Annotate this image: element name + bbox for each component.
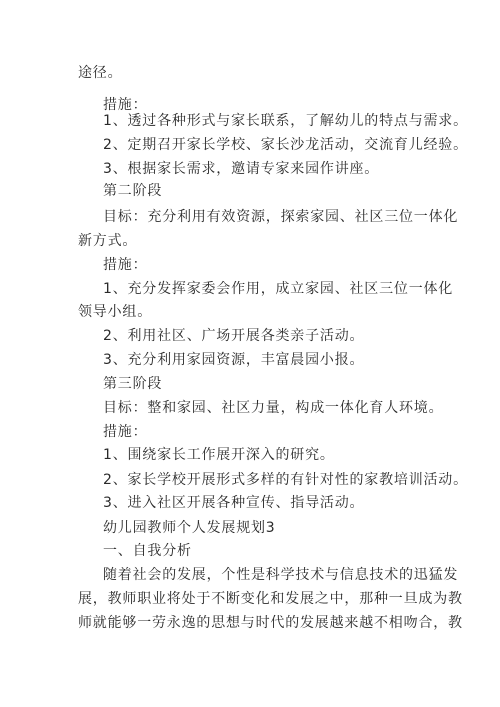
text-line: 措施： — [103, 424, 148, 440]
text-line: 1、透过各种形式与家长联系，了解幼儿的特点与需求。 — [103, 113, 468, 129]
text-line: 目标：充分利用有效资源，探索家园、社区三位一体化 — [103, 209, 459, 225]
text-line: 领导小组。 — [78, 304, 152, 320]
text-line: 2、利用社区、广场开展各类亲子活动。 — [103, 328, 365, 344]
text-line: 措施： — [103, 97, 148, 113]
section-heading: 第二阶段 — [103, 183, 163, 199]
text-line: 措施： — [103, 257, 148, 273]
text-line: 1、围绕家长工作展开深入的研究。 — [103, 447, 335, 463]
text-line: 2、定期召开家长学校、家长沙龙活动，交流育儿经验。 — [103, 137, 468, 153]
text-line: 目标：整和家园、社区力量，构成一体化育人环境。 — [103, 400, 444, 416]
text-line: 师就能够一劳永逸的思想与时代的发展越来越不相吻合，教 — [78, 615, 463, 631]
text-line: 3、根据家长需求，邀请专家来园作讲座。 — [103, 161, 380, 177]
text-line: 2、家长学校开展形式多样的有针对性的家教培训活动。 — [103, 472, 468, 488]
text-line: 3、充分利用家园资源，丰富晨园小报。 — [103, 352, 365, 368]
section-heading: 第三阶段 — [103, 376, 163, 392]
text-line: 1、充分发挥家委会作用，成立家园、社区三位一体化 — [103, 281, 454, 297]
text-line: 途径。 — [78, 65, 123, 81]
text-line: 随着社会的发展，个性是科学技术与信息技术的迅猛发 — [103, 567, 459, 583]
text-line: 展，教师职业将处于不断变化和发展之中，那种一旦成为教 — [78, 591, 463, 607]
text-line: 新方式。 — [78, 233, 138, 249]
text-line: 3、进入社区开展各种宣传、指导活动。 — [103, 495, 365, 511]
section-title: 幼儿园教师个人发展规划3 — [103, 520, 276, 536]
section-heading: 一、自我分析 — [103, 543, 192, 559]
